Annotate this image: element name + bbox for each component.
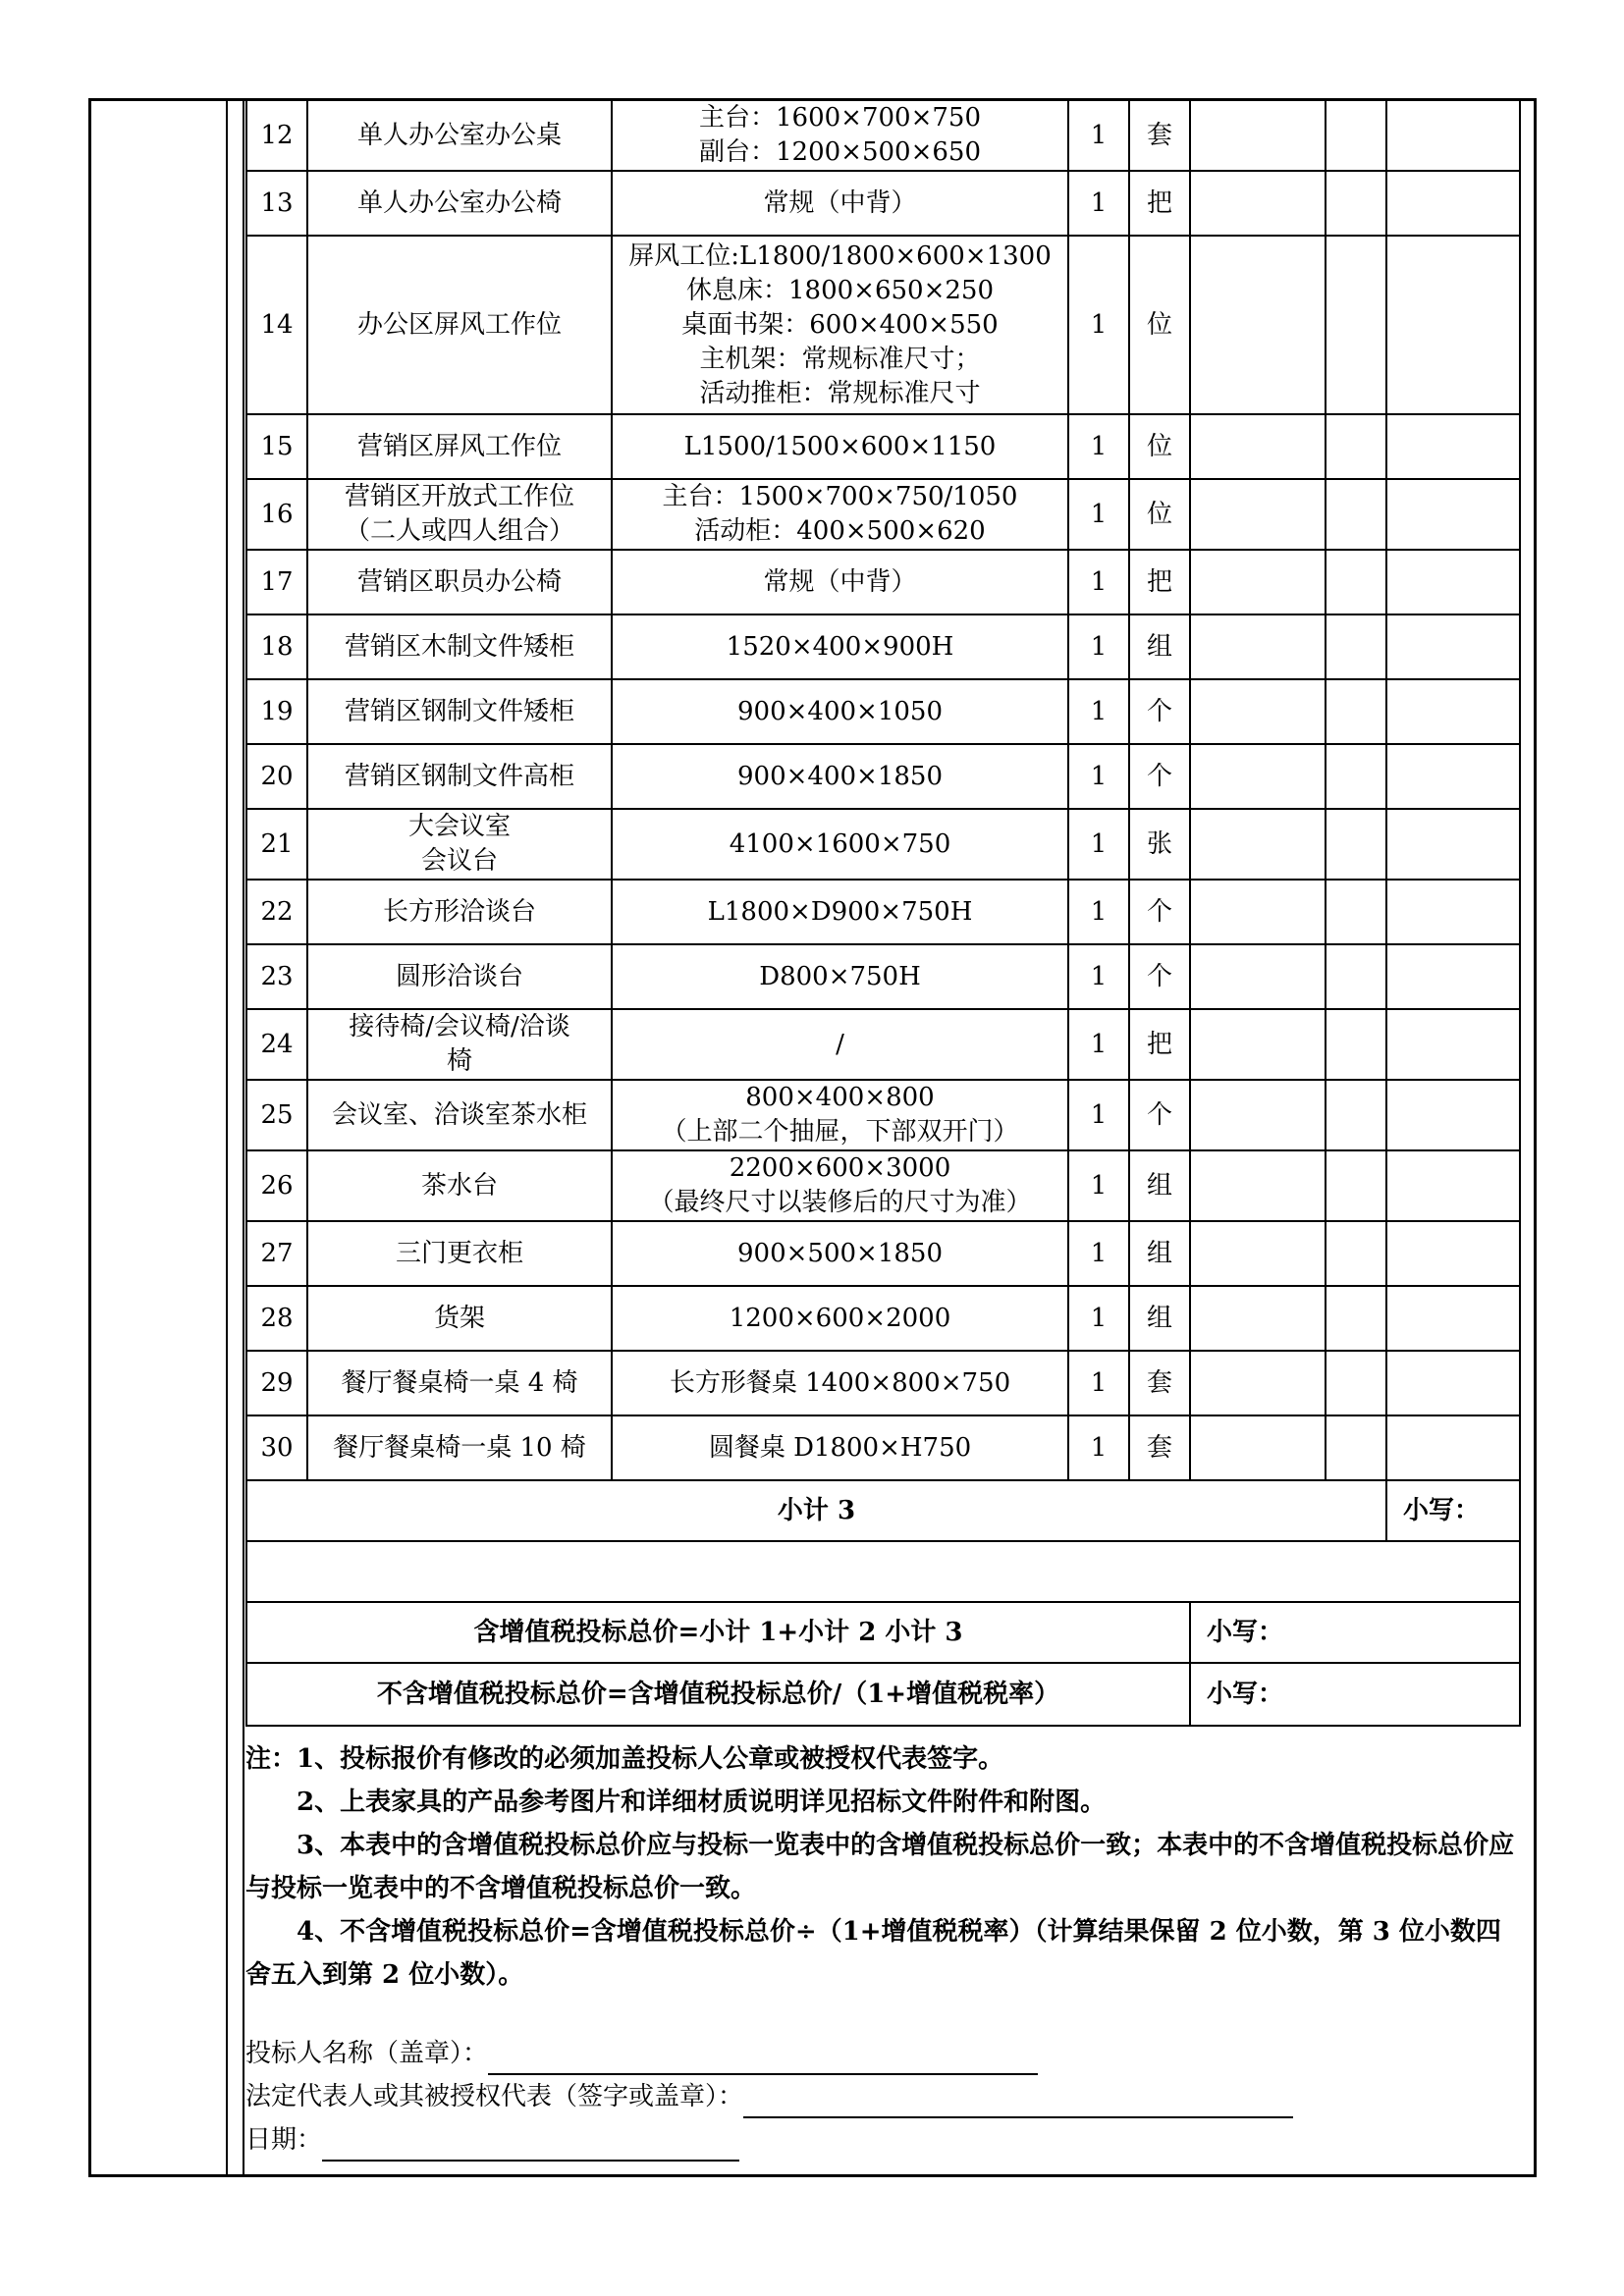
item-unit: 组 [1129, 1221, 1190, 1286]
signature-block [245, 2032, 1293, 2162]
item-no: 25 [246, 1080, 307, 1150]
item-name-line: 营销区屏风工作位 [356, 431, 562, 461]
item-spec-line: 活动柜：400×500×620 [694, 516, 986, 546]
item-qty: 1 [1068, 479, 1129, 550]
item-unit: 个 [1129, 679, 1190, 744]
item-spec [612, 944, 1068, 1009]
item-total [1386, 1150, 1520, 1221]
item-total [1386, 679, 1520, 744]
item-no: 21 [246, 809, 307, 880]
item-name-line: 单人办公室办公椅 [356, 187, 562, 218]
item-qty: 1 [1068, 1286, 1129, 1351]
item-unit: 组 [1129, 1286, 1190, 1351]
table-row [246, 614, 1520, 679]
item-no: 19 [246, 679, 307, 744]
item-qty: 1 [1068, 679, 1129, 744]
item-spec-line: 900×500×1850 [737, 1238, 943, 1268]
item-extra [1326, 236, 1386, 414]
item-name [307, 479, 612, 550]
item-price [1190, 1286, 1326, 1351]
item-price [1190, 809, 1326, 880]
item-price [1190, 1221, 1326, 1286]
note-1: 注：1、投标报价有修改的必须加盖投标人公章或被授权代表签字。 [245, 1744, 1004, 1774]
item-unit: 把 [1129, 171, 1190, 236]
item-spec-line: 圆餐桌 D1800×H750 [708, 1432, 972, 1463]
item-no: 24 [246, 1009, 307, 1080]
item-name [307, 1415, 612, 1480]
item-spec-line: 副台：1200×500×650 [699, 137, 981, 167]
item-total [1386, 101, 1520, 171]
item-extra [1326, 1286, 1386, 1351]
item-name-line: 长方形洽谈台 [382, 896, 536, 927]
item-name [307, 1221, 612, 1286]
bidder-name-field[interactable] [488, 2046, 1038, 2075]
column-divider [243, 101, 244, 2174]
item-spec [612, 1286, 1068, 1351]
item-name-line: （二人或四人组合） [344, 516, 574, 546]
total-excl-label: 不含增值税投标总价=含增值税投标总价/（1+增值税税率） [246, 1663, 1190, 1726]
date-label: 日期： [245, 2125, 323, 2155]
table-row [246, 679, 1520, 744]
blank-cell [246, 1541, 1520, 1602]
item-unit: 个 [1129, 1080, 1190, 1150]
item-name [307, 1286, 612, 1351]
item-no: 29 [246, 1351, 307, 1415]
table-row [246, 550, 1520, 614]
item-unit: 把 [1129, 550, 1190, 614]
table-row [246, 414, 1520, 479]
item-extra [1326, 1415, 1386, 1480]
item-name-line: 餐厅餐桌椅一桌 10 椅 [333, 1432, 586, 1463]
item-unit: 组 [1129, 1150, 1190, 1221]
item-qty: 1 [1068, 1351, 1129, 1415]
item-name [307, 944, 612, 1009]
table-row [246, 1080, 1520, 1150]
item-spec [612, 614, 1068, 679]
item-name-line: 椅 [446, 1046, 472, 1076]
item-price [1190, 1150, 1326, 1221]
item-no: 14 [246, 236, 307, 414]
item-name-line: 单人办公室办公桌 [356, 120, 562, 150]
item-name-line: 餐厅餐桌椅一桌 4 椅 [341, 1367, 578, 1398]
bidder-line [245, 2032, 1293, 2075]
item-spec-line: 主机架：常规标准尺寸； [699, 344, 981, 374]
note-4: 4、不含增值税投标总价=含增值税投标总价÷（1+增值税税率）（计算结果保留 2 位小数，第 3 位小数四舍五入到第 2 位小数）。 [245, 1917, 1501, 1990]
date-line [245, 2118, 1293, 2162]
item-price [1190, 1009, 1326, 1080]
item-unit: 套 [1129, 101, 1190, 171]
table-row [246, 479, 1520, 550]
item-name-line: 营销区钢制文件高柜 [344, 761, 574, 791]
item-spec [612, 1221, 1068, 1286]
item-total [1386, 880, 1520, 944]
total-incl-row [246, 1602, 1520, 1663]
item-no: 16 [246, 479, 307, 550]
item-name-line: 营销区钢制文件矮柜 [344, 696, 574, 726]
item-extra [1326, 679, 1386, 744]
item-qty: 1 [1068, 880, 1129, 944]
subtotal-label: 小计 3 [246, 1480, 1386, 1541]
item-name [307, 1150, 612, 1221]
item-spec-line: （上部二个抽屉，下部双开门） [661, 1117, 1019, 1147]
table-row [246, 944, 1520, 1009]
item-no: 20 [246, 744, 307, 809]
table-row [246, 1415, 1520, 1480]
item-unit: 位 [1129, 414, 1190, 479]
item-spec-line: / [836, 1029, 844, 1059]
item-name-line: 营销区职员办公椅 [356, 566, 562, 597]
table-row [246, 1221, 1520, 1286]
total-excl-amount-label: 小写： [1190, 1663, 1520, 1726]
item-unit: 套 [1129, 1415, 1190, 1480]
item-name [307, 809, 612, 880]
item-no: 18 [246, 614, 307, 679]
item-spec-line: L1800×D900×750H [707, 896, 973, 927]
note-2: 2、上表家具的产品参考图片和详细材质说明详见招标文件附件和附图。 [297, 1788, 1107, 1817]
subtotal-amount-label: 小写： [1386, 1480, 1520, 1541]
item-extra [1326, 944, 1386, 1009]
date-field[interactable] [322, 2132, 739, 2162]
item-total [1386, 1221, 1520, 1286]
item-price [1190, 944, 1326, 1009]
table-row [246, 809, 1520, 880]
item-spec-line: 900×400×1850 [737, 761, 943, 791]
item-price [1190, 679, 1326, 744]
item-spec-line: 1200×600×2000 [729, 1303, 951, 1333]
item-total [1386, 236, 1520, 414]
item-price [1190, 171, 1326, 236]
item-spec-line: L1500/1500×600×1150 [683, 431, 997, 461]
item-qty: 1 [1068, 1221, 1129, 1286]
item-total [1386, 479, 1520, 550]
item-no: 12 [246, 101, 307, 171]
item-name [307, 679, 612, 744]
table-row [246, 744, 1520, 809]
item-spec [612, 744, 1068, 809]
item-name [307, 744, 612, 809]
item-name-line: 圆形洽谈台 [395, 961, 523, 991]
item-price [1190, 614, 1326, 679]
item-spec [612, 479, 1068, 550]
item-extra [1326, 880, 1386, 944]
item-spec-line: 主台：1500×700×750/1050 [662, 482, 1018, 511]
item-unit: 套 [1129, 1351, 1190, 1415]
item-extra [1326, 479, 1386, 550]
item-name-line: 营销区木制文件矮柜 [344, 631, 574, 662]
item-spec-line: 800×400×800 [745, 1083, 935, 1112]
item-total [1386, 550, 1520, 614]
item-name [307, 550, 612, 614]
rep-line [245, 2075, 1293, 2118]
item-total [1386, 414, 1520, 479]
item-price [1190, 744, 1326, 809]
item-spec-line: 活动推柜：常规标准尺寸 [699, 378, 981, 408]
item-spec-line: 主台：1600×700×750 [699, 103, 981, 133]
item-spec [612, 679, 1068, 744]
item-unit: 个 [1129, 944, 1190, 1009]
item-price [1190, 1415, 1326, 1480]
item-price [1190, 1080, 1326, 1150]
item-spec [612, 1009, 1068, 1080]
item-extra [1326, 1221, 1386, 1286]
item-qty: 1 [1068, 414, 1129, 479]
item-total [1386, 744, 1520, 809]
item-name [307, 414, 612, 479]
column-divider [226, 101, 228, 2174]
item-unit: 张 [1129, 809, 1190, 880]
item-spec-line: 1520×400×900H [726, 631, 954, 662]
item-spec-line: 4100×1600×750 [729, 828, 951, 859]
item-extra [1326, 1080, 1386, 1150]
notes [245, 1737, 1522, 1997]
total-excl-row [246, 1663, 1520, 1726]
item-spec [612, 414, 1068, 479]
item-total [1386, 1080, 1520, 1150]
item-unit: 个 [1129, 880, 1190, 944]
item-total [1386, 809, 1520, 880]
table-row [246, 880, 1520, 944]
item-qty: 1 [1068, 1150, 1129, 1221]
item-qty: 1 [1068, 1009, 1129, 1080]
item-extra [1326, 1351, 1386, 1415]
item-extra [1326, 1150, 1386, 1221]
item-name [307, 171, 612, 236]
total-incl-label: 含增值税投标总价=小计 1+小计 2 小计 3 [246, 1602, 1190, 1663]
item-name-line: 接待椅/会议椅/洽谈 [349, 1012, 570, 1041]
item-spec [612, 1351, 1068, 1415]
item-no: 13 [246, 171, 307, 236]
item-name-line: 营销区开放式工作位 [344, 482, 574, 511]
item-unit: 位 [1129, 479, 1190, 550]
item-name-line: 三门更衣柜 [395, 1238, 523, 1268]
item-no: 30 [246, 1415, 307, 1480]
table-row [246, 236, 1520, 414]
item-spec [612, 171, 1068, 236]
item-qty: 1 [1068, 171, 1129, 236]
note-3: 3、本表中的含增值税投标总价应与投标一览表中的含增值税投标总价一致；本表中的不含增值税投标总价应与投标一览表中的不含增值税投标总价一致。 [245, 1831, 1515, 1903]
total-incl-amount-label: 小写： [1190, 1602, 1520, 1663]
table-row [246, 171, 1520, 236]
item-name [307, 614, 612, 679]
item-extra [1326, 414, 1386, 479]
item-spec-line: 常规（中背） [763, 187, 917, 218]
subtotal-row [246, 1480, 1520, 1541]
item-price [1190, 414, 1326, 479]
item-spec-line: 屏风工位:L1800/1800×600×1300 [628, 240, 1052, 271]
item-extra [1326, 1009, 1386, 1080]
item-spec [612, 236, 1068, 414]
item-qty: 1 [1068, 1080, 1129, 1150]
item-qty: 1 [1068, 809, 1129, 880]
item-unit: 把 [1129, 1009, 1190, 1080]
item-price [1190, 479, 1326, 550]
item-qty: 1 [1068, 1415, 1129, 1480]
item-total [1386, 614, 1520, 679]
item-qty: 1 [1068, 236, 1129, 414]
item-qty: 1 [1068, 744, 1129, 809]
item-spec [612, 101, 1068, 171]
item-extra [1326, 744, 1386, 809]
item-spec-line: 常规（中背） [763, 566, 917, 597]
item-spec-line: D800×750H [759, 961, 921, 991]
item-spec-line: 休息床：1800×650×250 [686, 275, 994, 305]
item-name-line: 会议室、洽谈室茶水柜 [331, 1099, 587, 1130]
item-total [1386, 1415, 1520, 1480]
item-price [1190, 1351, 1326, 1415]
item-spec [612, 1150, 1068, 1221]
item-price [1190, 550, 1326, 614]
item-no: 23 [246, 944, 307, 1009]
item-name [307, 1009, 612, 1080]
table-row [246, 1009, 1520, 1080]
item-name-line: 办公区屏风工作位 [356, 309, 562, 340]
item-name [307, 101, 612, 171]
table-row [246, 1351, 1520, 1415]
item-extra [1326, 550, 1386, 614]
item-spec [612, 880, 1068, 944]
item-price [1190, 236, 1326, 414]
item-name [307, 1351, 612, 1415]
item-spec-line: （最终尺寸以装修后的尺寸为准） [648, 1188, 1032, 1217]
item-name [307, 236, 612, 414]
item-spec [612, 1080, 1068, 1150]
item-name-line: 大会议室 [407, 812, 511, 841]
item-no: 17 [246, 550, 307, 614]
item-spec-line: 桌面书架：600×400×550 [681, 309, 999, 340]
item-qty: 1 [1068, 614, 1129, 679]
table-row [246, 1286, 1520, 1351]
item-name-line: 货架 [433, 1303, 485, 1333]
bidder-label: 投标人名称（盖章）： [245, 2039, 489, 2068]
item-name-line: 茶水台 [420, 1170, 498, 1201]
item-extra [1326, 101, 1386, 171]
blank-row [246, 1541, 1520, 1602]
item-total [1386, 171, 1520, 236]
item-spec-line: 长方形餐桌 1400×800×750 [669, 1367, 1011, 1398]
item-unit: 组 [1129, 614, 1190, 679]
item-spec [612, 1415, 1068, 1480]
item-no: 27 [246, 1221, 307, 1286]
item-spec-line: 900×400×1050 [737, 696, 943, 726]
item-no: 15 [246, 414, 307, 479]
item-extra [1326, 171, 1386, 236]
item-name [307, 880, 612, 944]
item-unit: 个 [1129, 744, 1190, 809]
item-no: 26 [246, 1150, 307, 1221]
item-no: 22 [246, 880, 307, 944]
item-price [1190, 101, 1326, 171]
item-spec [612, 550, 1068, 614]
rep-label: 法定代表人或其被授权代表（签字或盖章）： [245, 2082, 744, 2111]
item-extra [1326, 614, 1386, 679]
item-extra [1326, 809, 1386, 880]
item-qty: 1 [1068, 550, 1129, 614]
item-qty: 1 [1068, 944, 1129, 1009]
item-spec [612, 809, 1068, 880]
item-total [1386, 1286, 1520, 1351]
item-no: 28 [246, 1286, 307, 1351]
item-total [1386, 1009, 1520, 1080]
item-name-line: 会议台 [420, 846, 498, 876]
item-qty: 1 [1068, 101, 1129, 171]
rep-signature-field[interactable] [743, 2089, 1293, 2118]
quote-table [245, 101, 1521, 1727]
item-unit: 位 [1129, 236, 1190, 414]
table-row [246, 101, 1520, 171]
item-name [307, 1080, 612, 1150]
item-total [1386, 1351, 1520, 1415]
item-spec-line: 2200×600×3000 [729, 1153, 951, 1183]
table-row [246, 1150, 1520, 1221]
item-price [1190, 880, 1326, 944]
item-total [1386, 944, 1520, 1009]
